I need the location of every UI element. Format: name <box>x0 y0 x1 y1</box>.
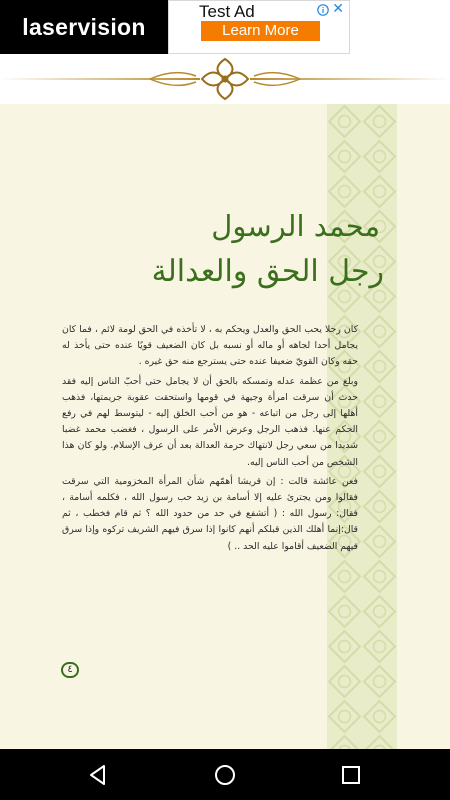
android-nav-bar <box>0 749 450 800</box>
ad-info-icon[interactable] <box>317 4 329 16</box>
recents-icon[interactable] <box>338 762 364 788</box>
page-number: ٤ <box>61 662 79 678</box>
article-body <box>62 322 358 558</box>
learn-more-button[interactable]: Learn More <box>201 21 320 41</box>
article-paragraph: فعن عائشة قالت : إن قريشا أهمّهم شأن المرأة المخزومية التي سرقت فقالوا ومن يجترئ عليه إلا أسامة بن زيد حب رسول الله ، فكلمه أسامة ، فقال: رسول الله : ( أتشفع في حد من حدود الله ؟ ثم قام فخطب ، ثم قال:إنما أهلك الذين قبلكم أنهم كانوا إذا سرق فيهم الشريف تركوه وإذا سرق فيهم الضعيف أقاموا عليه الحد .. ) <box>62 475 358 552</box>
brand-logo[interactable]: laservision <box>0 0 168 54</box>
ad-banner[interactable] <box>168 0 350 54</box>
ad-banner-bar <box>0 0 450 54</box>
ornament-divider-icon <box>0 54 450 104</box>
header-ornament <box>0 54 450 104</box>
article-title-line-2: رجل الحق والعدالة <box>151 254 384 289</box>
back-icon[interactable] <box>85 762 111 788</box>
ad-close-icon[interactable]: ✕ <box>332 1 344 17</box>
article-page <box>0 104 450 749</box>
article-paragraph: وبلغ من عظمة عدله وتمسكه بالحق أن لا يجامل حتى أحبّ الناس إليه فقد حدث أن سرقت امرأة وجيهة في قومها واستحقت عقوبة جريمتها، فذهب أهلها إلى رجل من اتباعه - هو من أحب الخلق إليه - ليتوسط لهم في رفع الحكم عنها. فذهب الرجل وعرض الأمر على الرسول ، فغضب محمد غضبا شديدا من سعي رجل لانتهاك حرمة العدالة بعد أن عرف الإسلام. ولو كان هذا الشخص من أحب الناس إليه. <box>62 375 358 468</box>
ad-label: Test Ad <box>199 2 255 21</box>
article-paragraph: كان رجلا يحب الحق والعدل ويحكم به ، لا تأخذه في الحق لومة لائم ، فما كان يجامل أحدا لجاهه أو ماله أو نسبه بل كان الضعيف قويًا عنده حتى يأخذ له حقه وكان القويّ ضعيفا عنده حتى يسترجع منه حق غيره . <box>62 324 358 368</box>
home-icon[interactable] <box>212 762 238 788</box>
article-title-line-1: محمد الرسول <box>211 209 380 243</box>
